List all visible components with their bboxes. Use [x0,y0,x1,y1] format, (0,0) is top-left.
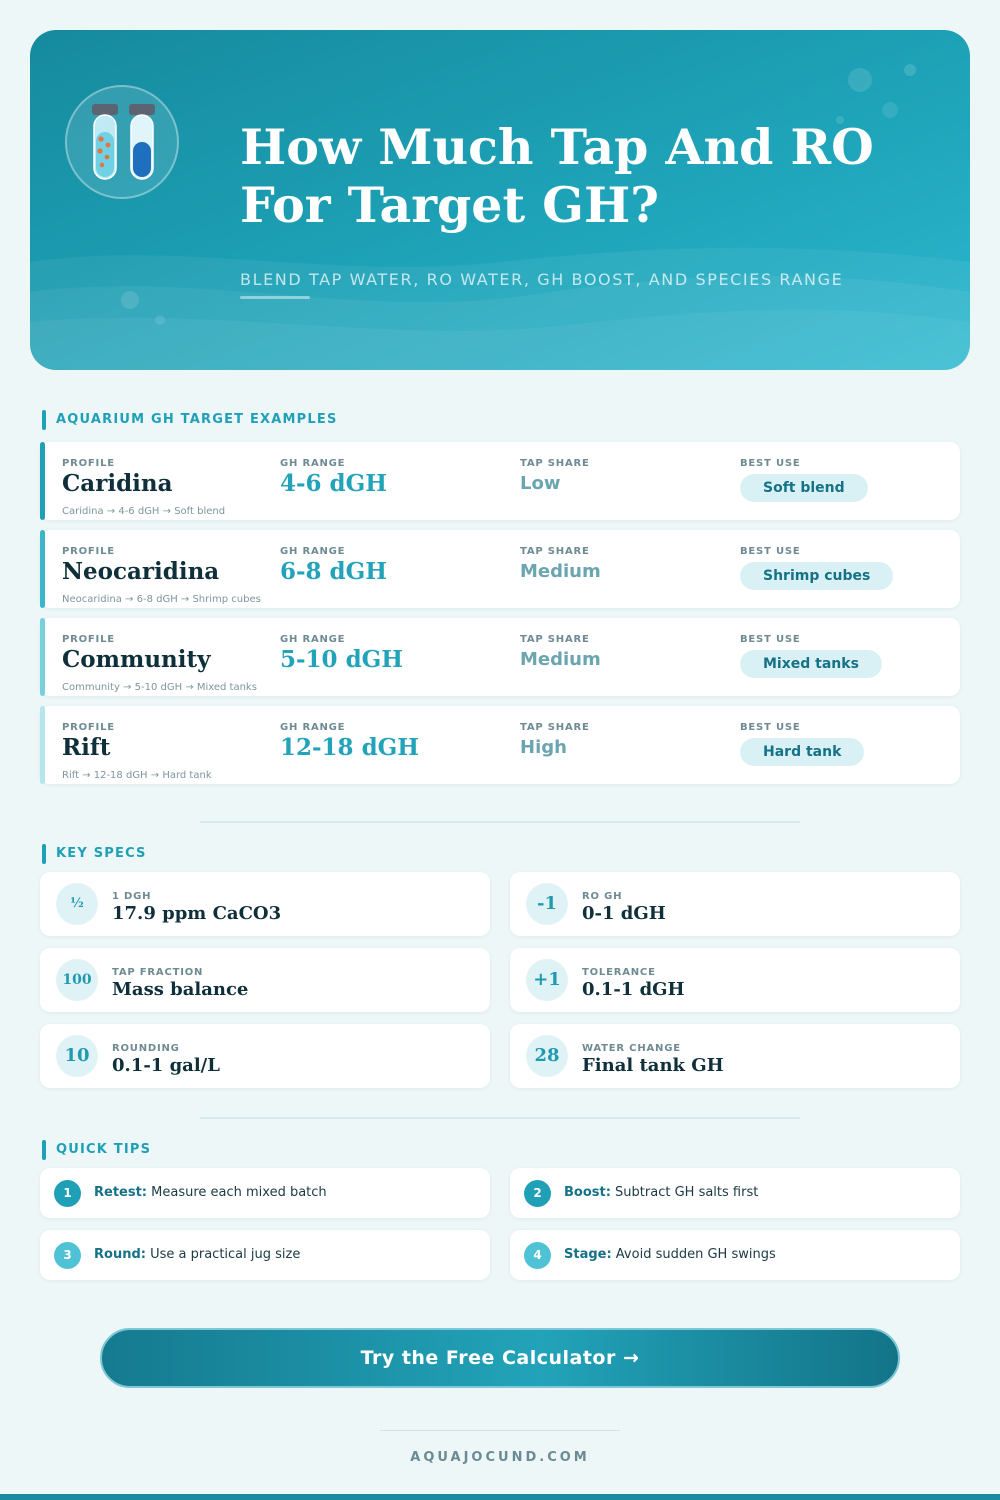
spec-card [40,1024,490,1088]
profile-summary: Rift → 12-18 dGH → Hard tank [62,770,212,781]
tip-lead: Stage: [564,1247,612,1262]
tip-card [510,1230,960,1280]
tip-body: Subtract GH salts first [610,1185,759,1200]
profile-name: Neocaridina [62,558,220,585]
spec-card [510,1024,960,1088]
best-use-badge: Shrimp cubes [740,562,893,590]
tip-number: 3 [54,1242,81,1269]
spec-label: RO GH [582,891,623,902]
spec-value: 0.1-1 gal/L [112,1055,220,1076]
hero-banner [30,30,970,370]
tip-text [94,1185,327,1200]
spec-label: ROUNDING [112,1043,180,1054]
tip-body: Measure each mixed batch [147,1185,327,1200]
profile-row [40,530,960,608]
profile-summary: Caridina → 4-6 dGH → Soft blend [62,506,226,517]
tip-card [40,1168,490,1218]
page-title: How Much Tap And RO For Target GH? [240,118,874,234]
tips-heading: QUICK TIPS [42,1140,151,1160]
tap-share-label: TAP SHARE [520,722,590,733]
gh-range-value: 5-10 dGH [280,646,404,673]
spec-icon: -1 [526,883,568,925]
spec-card [510,872,960,936]
tip-lead: Retest: [94,1185,148,1200]
gh-range-label: GH RANGE [280,458,346,469]
spec-value: 0.1-1 dGH [582,979,685,1000]
tip-text [564,1247,776,1262]
footer-divider [380,1430,620,1431]
tip-body: Avoid sudden GH swings [611,1247,776,1262]
bottom-accent-bar [0,1494,1000,1500]
spec-value: Final tank GH [582,1055,724,1076]
test-tubes-icon [65,85,179,199]
profile-summary: Neocaridina → 6-8 dGH → Shrimp cubes [62,594,261,605]
spec-value: Mass balance [112,979,249,1000]
tip-number: 1 [54,1180,81,1207]
gh-range-value: 4-6 dGH [280,470,388,497]
gh-range-label: GH RANGE [280,634,346,645]
tip-number: 2 [524,1180,551,1207]
calculator-cta-button[interactable]: Try the Free Calculator → [100,1328,900,1388]
tip-lead: Round: [94,1247,146,1262]
profile-row [40,442,960,520]
tip-lead: Boost: [564,1185,611,1200]
profile-label: PROFILE [62,722,115,733]
tip-body: Use a practical jug size [145,1247,301,1262]
profile-summary: Community → 5-10 dGH → Mixed tanks [62,682,257,693]
profile-row [40,706,960,784]
tip-card [40,1230,490,1280]
section-divider [200,1117,800,1119]
best-use-label: BEST USE [740,458,801,469]
tap-share-value: High [520,737,567,758]
spec-icon: 10 [56,1035,98,1077]
tap-share-label: TAP SHARE [520,634,590,645]
gh-range-value: 6-8 dGH [280,558,388,585]
tap-share-label: TAP SHARE [520,546,590,557]
profile-label: PROFILE [62,634,115,645]
spec-icon: 100 [56,959,98,1001]
profile-row [40,618,960,696]
gh-range-value: 12-18 dGH [280,734,420,761]
profile-name: Community [62,646,211,673]
row-accent-bar [40,442,45,520]
spec-label: TOLERANCE [582,967,656,978]
tip-card [510,1168,960,1218]
page-subtitle: BLEND TAP WATER, RO WATER, GH BOOST, AND SPECIES RANGE [240,270,844,289]
tap-share-label: TAP SHARE [520,458,590,469]
tip-number: 4 [524,1242,551,1269]
spec-label: WATER CHANGE [582,1043,681,1054]
best-use-badge: Mixed tanks [740,650,882,678]
profile-name: Rift [62,734,111,761]
subtitle-underline [240,296,310,299]
spec-card [510,948,960,1012]
spec-label: TAP FRACTION [112,967,204,978]
spec-icon: ½ [56,883,98,925]
spec-card [40,948,490,1012]
spec-value: 0-1 dGH [582,903,666,924]
spec-label: 1 DGH [112,891,152,902]
tap-share-value: Medium [520,649,601,670]
tip-text [94,1247,300,1262]
spec-card [40,872,490,936]
specs-heading: KEY SPECS [42,844,147,864]
profile-label: PROFILE [62,546,115,557]
profiles-heading: AQUARIUM GH TARGET EXAMPLES [42,410,338,430]
section-divider [200,821,800,823]
spec-value: 17.9 ppm CaCO3 [112,903,282,924]
tip-text [564,1185,758,1200]
row-accent-bar [40,618,45,696]
profile-label: PROFILE [62,458,115,469]
best-use-label: BEST USE [740,722,801,733]
spec-icon: +1 [526,959,568,1001]
row-accent-bar [40,530,45,608]
spec-icon: 28 [526,1035,568,1077]
best-use-label: BEST USE [740,546,801,557]
tap-share-value: Medium [520,561,601,582]
footer-site-link[interactable]: AQUAJOCUND.COM [410,1450,590,1465]
gh-range-label: GH RANGE [280,546,346,557]
gh-range-label: GH RANGE [280,722,346,733]
best-use-label: BEST USE [740,634,801,645]
profile-name: Caridina [62,470,173,497]
best-use-badge: Soft blend [740,474,868,502]
row-accent-bar [40,706,45,784]
tap-share-value: Low [520,473,561,494]
best-use-badge: Hard tank [740,738,864,766]
